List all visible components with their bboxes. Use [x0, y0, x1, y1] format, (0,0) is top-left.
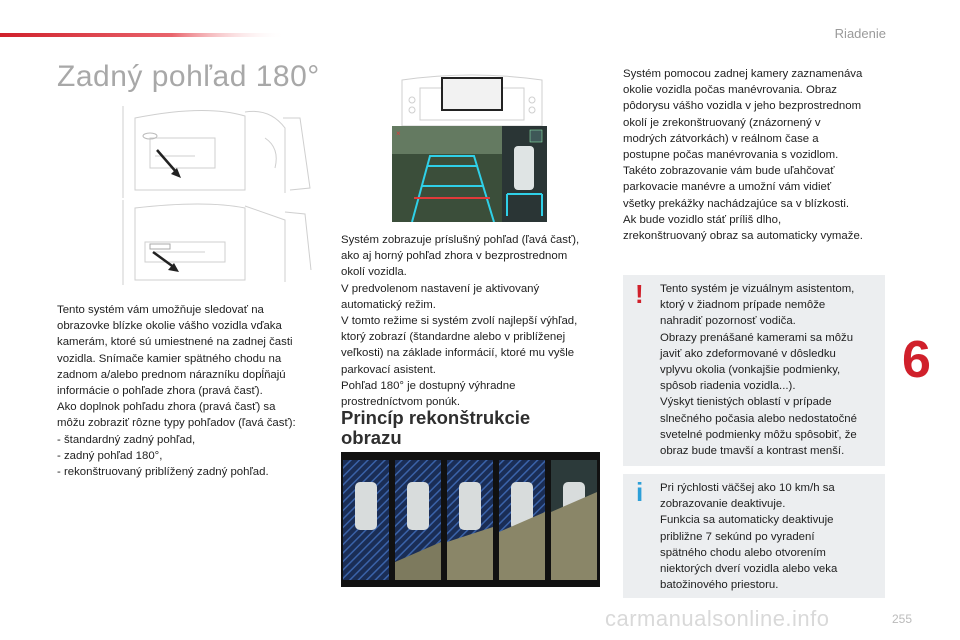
- car-rear-illustration-bottom: [95, 200, 320, 285]
- page-title: Zadný pohľad 180°: [57, 60, 320, 93]
- middle-column-text: Systém zobrazuje príslušný pohľad (ľavá časť), ako aj horný pohľad zhora v bezprostrednom okolí vozidla. V predvolenom nastavení je aktivovaný automatický režim. V tomto režime si systém zvolí najlepší výhľad, ktorý zobrazí (štandardne alebo v priblíženej veľkosti) na základe informácií, ktoré mu vyšle parkovací asistent. Pohľad 180° je dostupný výhradne prostredníctvom ponúk.: [341, 234, 580, 409]
- car-rear-illustration-top: [95, 98, 320, 198]
- chapter-number: 6: [902, 331, 931, 389]
- info-note: [623, 474, 885, 598]
- info-icon: i: [636, 477, 644, 507]
- right-column-text: Systém pomocou zadnej kamery zaznamenáva okolie vozidla počas manévrovania. Obraz pôdorysu vášho vozidla v jeho bezprostrednom okolí je zrekonštruovaný (znázornený v modrých zátvorkách) v reálnom čase a postupne počas manévrovania s vozidlom. Takéto zobrazovanie vám bude uľahčovať parkovacie manévre a umožní vám vidieť všetky prekážky nachádzajúce sa v blízkosti. Ak bude vozidlo stáť príliš dlho, zrekonštruovaný obraz sa automaticky vymaže.: [623, 68, 863, 243]
- left-column-text: Tento systém vám umožňuje sledovať na obrazovke blízke okolie vášho vozidla vďaka kamerám, ktoré sú umiestnené na zadnej časti vozidla. Snímače kamier spätného chodu na zadnom a/alebo prednom nárazníku dopĺňajú informácie o pohľade zhora (pravá časť). Ako doplnok pohľadu zhora (pravá časť) sa môžu zobraziť rôzne typy pohľadov (ľavá časť): - štandardný zadný pohľad, - zadný pohľad 180°, - rekonštruovaný priblížený zadný pohľad.: [57, 304, 296, 479]
- camera-display-image: [392, 126, 547, 222]
- exclamation-icon: !: [635, 279, 644, 309]
- section-label: Riadenie: [834, 26, 886, 41]
- warning-note: [623, 275, 885, 466]
- dashboard-illustration: [392, 70, 552, 128]
- watermark: carmanualsonline.info: [605, 606, 830, 631]
- warning-note-text: Tento systém je vizuálnym asistentom, ktorý v žiadnom prípade nemôže nahradiť pozornosť vodiča. Obrazy prenášané kamerami sa môžu javiť ako zdeformované v dôsledku vplyvu okolia (vonkajšie podmienky, spôsob riadenia vozidla...). Výskyt tienistých oblastí v prípade slnečného počasia alebo nedostatočné svetelné podmienky môžu spôsobiť, že obraz bude tmavší a kontrast menší.: [660, 283, 857, 458]
- header-accent-bar: [0, 28, 960, 37]
- info-note-text: Pri rýchlosti väčšej ako 10 km/h sa zobrazovanie deaktivuje. Funkcia sa automaticky deaktivuje približne 7 sekúnd po vyradení spätného chodu alebo otvorením niektorých dverí vozidla alebo veka batožinového priestoru.: [660, 482, 838, 592]
- section-heading: Princíp rekonštrukcie obrazu: [341, 407, 531, 448]
- page-number: 255: [891, 612, 912, 626]
- reconstruction-sequence-image: [341, 452, 600, 587]
- svg-text:×: ×: [396, 129, 401, 138]
